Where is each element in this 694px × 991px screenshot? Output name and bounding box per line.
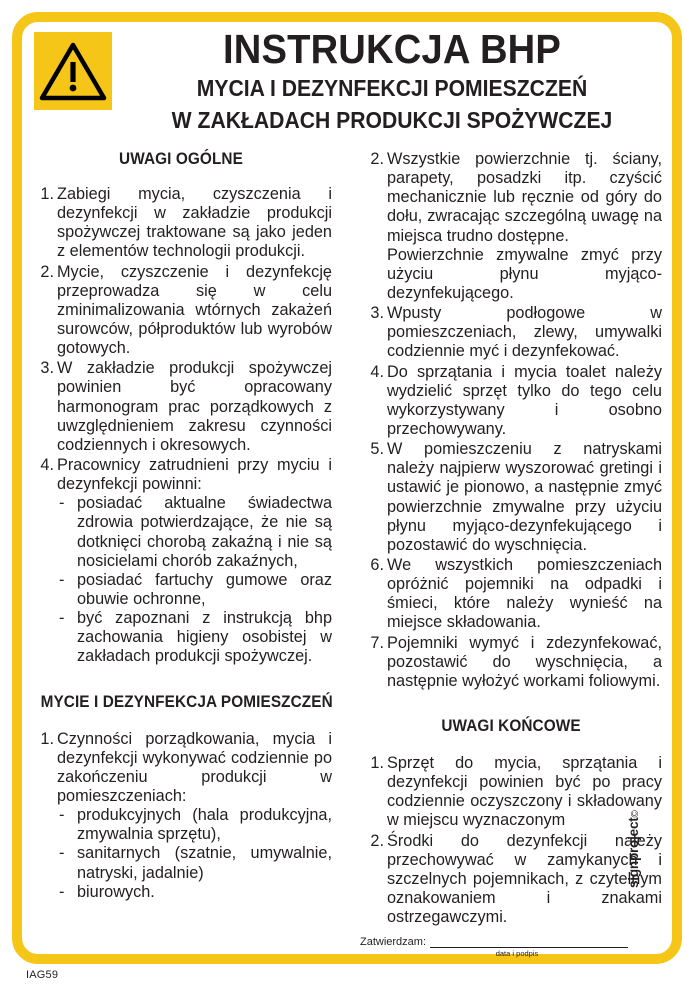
signature-row xyxy=(360,936,628,948)
list-item-number: 3. xyxy=(370,304,384,323)
poster-header xyxy=(30,28,664,136)
section-heading-uwagi-koncowe: UWAGI KOŃCOWE xyxy=(441,716,581,735)
list-item xyxy=(360,754,662,831)
page-subtitle-line2: W ZAKŁADACH PRODUKCJI SPOŻYWCZEJ xyxy=(171,106,613,133)
list-item xyxy=(30,730,332,902)
signature-caption: data i podpis xyxy=(495,949,539,958)
list-item-number: 4. xyxy=(370,362,384,381)
dash-bullet-icon: - xyxy=(59,806,65,825)
list-item xyxy=(360,634,662,691)
dash-bullet-icon: - xyxy=(59,494,65,513)
sub-list xyxy=(57,494,332,666)
sub-list-item xyxy=(57,883,332,902)
sub-list-item xyxy=(57,609,332,666)
list-item xyxy=(360,440,662,555)
title-block xyxy=(120,28,664,134)
list-item-number: 3. xyxy=(40,359,54,378)
sub-list-item-text: produkcyjnych (hala produkcyjna, zmywalnia sprzętu), xyxy=(77,806,332,844)
content-columns xyxy=(30,150,666,950)
list-item-text: Wpusty podłogowe w pomieszczeniach, zlewy, umywalki codziennie myć i dezynfekować. xyxy=(387,304,662,361)
left-column xyxy=(30,150,332,903)
sub-list xyxy=(57,806,332,902)
left-list-general xyxy=(30,185,332,667)
sub-list-item xyxy=(57,494,332,571)
list-item-number: 1. xyxy=(40,185,54,203)
list-item-text: Mycie, czyszczenie i dezynfekcję przeprowadza się w celu zminimalizowania wtórnych zakażeń surowców, półproduktów lub wyrobów gotowych. xyxy=(57,262,332,358)
dash-bullet-icon: - xyxy=(59,882,65,901)
list-item xyxy=(360,556,662,633)
left-list-cleaning xyxy=(30,730,332,902)
list-item xyxy=(360,363,662,440)
page-title: INSTRUKCJA BHP xyxy=(222,26,562,72)
list-item-text: Czynności porządkowania, mycia i dezynfekcji wykonywać codziennie po zakończeniu produkcji w pomieszczeniach: xyxy=(57,729,332,805)
right-list-cleaning xyxy=(360,150,662,691)
list-item-text: Pojemniki wymyć i zdezynfekować, pozostawić do wyschnięcia, a następnie wyłożyć workami foliowymi. xyxy=(387,633,662,690)
list-item-text: Środki do dezynfekcji należy przechowywać w zamykanych i szczelnych pojemnikach, z czytelnym oznakowaniem i znakami ostrzegawczymi. xyxy=(387,831,662,927)
list-item-number: 2. xyxy=(40,262,54,281)
section-heading-mycie-i-dezynfekcja: MYCIE I DEZYNFEKCJA POMIESZCZEŃ xyxy=(40,692,333,711)
dash-bullet-icon: - xyxy=(59,570,65,589)
list-item-text: Pracownicy zatrudnieni przy myciu i dezynfekcji powinni: xyxy=(57,455,332,494)
signature-block xyxy=(360,936,628,966)
list-item-text: Zabiegi mycia, czyszczenia i dezynfekcji w zakładzie produkcji spożywczej traktowane są jako jeden z elementów technologii produkcji. xyxy=(57,185,332,261)
list-item-text: We wszystkich pomieszczeniach opróżnić pojemniki na odpadki i śmieci, które należy wynieść na miejsce składowania. xyxy=(387,555,662,632)
dash-bullet-icon: - xyxy=(59,844,65,863)
sub-list-item-text: biurowych. xyxy=(77,882,155,901)
signature-label: Zatwierdzam: xyxy=(360,936,427,948)
sub-list-item xyxy=(57,806,332,844)
list-item-number: 4. xyxy=(40,455,54,474)
list-item-number: 7. xyxy=(370,633,384,652)
sub-list-item-text: sanitarnych (szatnie, umywalnie, natryski, jadalnie) xyxy=(77,844,332,882)
list-item xyxy=(30,185,332,262)
page-subtitle-line1: MYCIA I DEZYNFEKCJI POMIESZCZEŃ xyxy=(196,75,588,102)
warning-triangle-icon xyxy=(34,32,112,110)
copyright-icon: © xyxy=(630,810,641,818)
list-item xyxy=(360,832,662,928)
list-item-number: 2. xyxy=(370,831,384,850)
list-item-number: 1. xyxy=(40,729,54,748)
list-item xyxy=(30,263,332,359)
list-item xyxy=(360,150,662,303)
sub-list-item xyxy=(57,844,332,882)
list-item-continuation: Powierzchnie zmywalne zmyć przy użyciu płynu myjąco-dezynfekującego. xyxy=(387,245,662,302)
product-code: IAG59 xyxy=(26,969,59,981)
list-item-text: W pomieszczeniu z natryskami należy najpierw wyszorować gretingi i ustawić je pionowo, a następnie zmyć powierzchnie zmywalne przy użyciu płynu myjąco-dezynfekującego i pozostawić do wyschnięcia. xyxy=(387,440,662,554)
brand-watermark xyxy=(626,810,641,888)
list-item-number: 6. xyxy=(370,555,384,574)
sub-list-item-text: posiadać aktualne świadectwa zdrowia potwierdzające, że nie są dotknięci chorobą zakaźną i nie są nosicielami chorób zakaźnych, xyxy=(77,494,332,570)
list-item-number: 1. xyxy=(370,753,384,772)
sub-list-item xyxy=(57,571,332,609)
list-item-number: 5. xyxy=(370,440,384,459)
list-item-number: 2. xyxy=(370,150,384,168)
brand-name: signproject xyxy=(626,817,641,888)
dash-bullet-icon: - xyxy=(59,609,65,628)
right-column xyxy=(360,150,662,928)
list-item-text: Wszystkie powierzchnie tj. ściany, parapety, posadzki itp. czyścić mechanicznie lub ręcznie od góry do dołu, zwracając szczególną uwagę na miejsca trudno dostępne. xyxy=(387,150,662,245)
list-item xyxy=(30,359,332,455)
section-heading-uwagi-ogolne: UWAGI OGÓLNE xyxy=(119,150,243,168)
sub-list-item-text: posiadać fartuchy gumowe oraz obuwie ochronne, xyxy=(77,570,332,608)
list-item xyxy=(30,456,332,667)
sub-list-item-text: być zapoznani z instrukcją bhp zachowania higieny osobistej w zakładach produkcji spożywczej. xyxy=(77,609,332,666)
list-item-text: Do sprzątania i mycia toalet należy wydzielić sprzęt tylko do tego celu wykorzystywany i osobno przechowywany. xyxy=(387,362,662,438)
list-item-text: Sprzęt do mycia, sprzątania i dezynfekcji powinien być po pracy codziennie oczyszczony i składowany w miejscu wyznaczonym xyxy=(387,753,662,830)
list-item-text: W zakładzie produkcji spożywczej powinien być opracowany harmonogram prac porządkowych z uwzględnieniem zakresu czynności codziennych i okresowych. xyxy=(57,359,332,454)
list-item xyxy=(360,304,662,361)
right-list-final xyxy=(360,754,662,927)
signature-line[interactable] xyxy=(430,937,628,948)
